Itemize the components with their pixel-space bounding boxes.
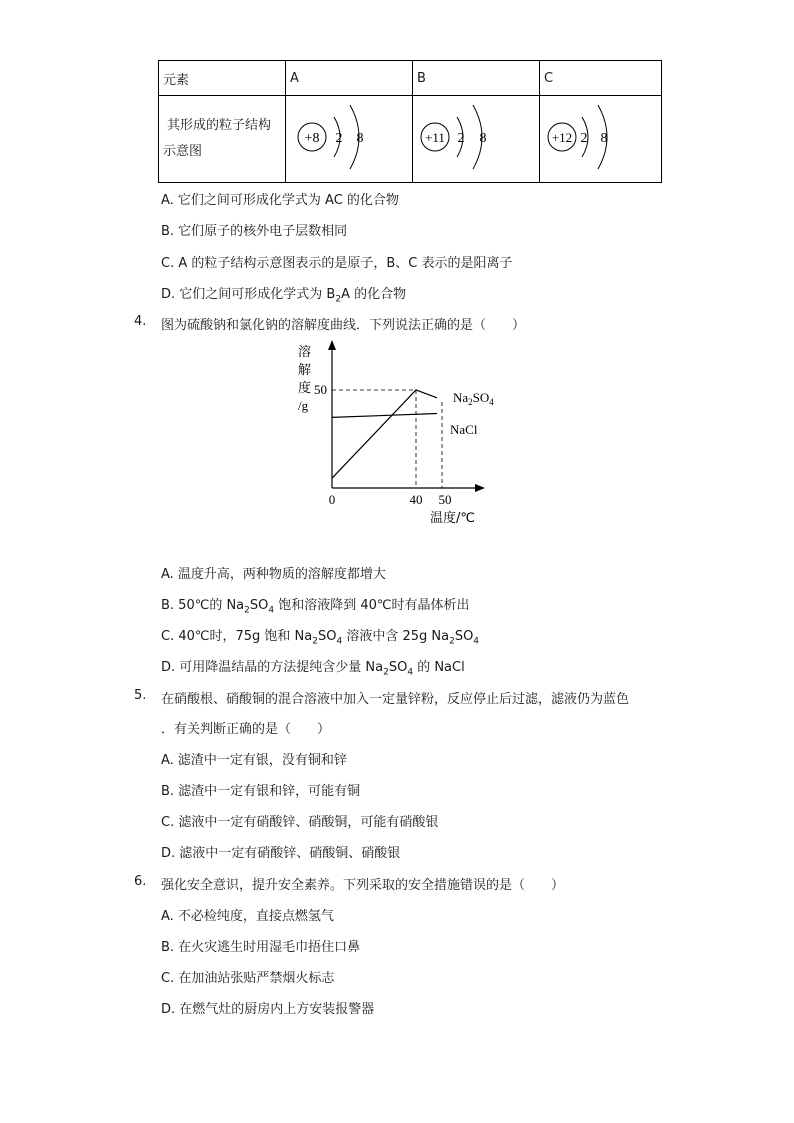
shell-electrons: 8: [600, 131, 608, 146]
text-run: C. 40℃时，75g 饱和 Na: [161, 629, 313, 644]
series-label-nacl: NaCl: [450, 422, 478, 437]
atom-structure-diagram-c: [544, 97, 654, 177]
text-run: 溶液中含 25g Na: [342, 629, 450, 644]
question-text: 强化安全意识，提升安全素养。下列采取的安全措施错误的是（ ）: [161, 878, 565, 893]
atom-cell-a: [286, 96, 413, 183]
solubility-chart: [290, 338, 520, 528]
q6-option-d: D. 在燃气灶的厨房内上方安装报警器: [161, 1002, 375, 1017]
subscript: 4: [407, 667, 414, 678]
x-axis-label: 温度/℃: [430, 511, 475, 526]
q3-option-c: C. A 的粒子结构示意图表示的是原子，B、C 表示的是阳离子: [161, 256, 513, 271]
table-header-cell: B: [413, 61, 540, 96]
y-axis-arrow: [328, 340, 336, 350]
subscript: 2: [244, 605, 250, 616]
shell-electrons: 2: [335, 131, 343, 146]
subscript: 2: [383, 667, 389, 678]
atom-structure-diagram-b: [417, 97, 527, 177]
atom-cell-c: [540, 96, 662, 183]
subscript: 4: [268, 605, 275, 616]
series-label-na2so4: [453, 390, 494, 407]
text-run: SO: [454, 629, 474, 644]
q5-option-a: A. 滤渣中一定有银，没有铜和锌: [161, 753, 347, 768]
q3-option-d: [161, 283, 406, 305]
q6-option-b: B. 在火灾逃生时用湿毛巾捂住口鼻: [161, 940, 361, 955]
text-run: 饱和溶液降到 40℃时有晶体析出: [274, 598, 470, 613]
subscript: 2: [312, 636, 318, 647]
q6-option-c: C. 在加油站张贴严禁烟火标志: [161, 971, 335, 986]
text-run: A 的化合物: [341, 287, 407, 302]
question-text: 图为硫酸钠和氯化钠的溶解度曲线．下列说法正确的是（ ）: [161, 318, 526, 333]
q4-option-c: [161, 625, 479, 647]
row-label-line: 其形成的粒子结构: [167, 118, 272, 133]
y-axis-label-char: /g: [298, 398, 309, 413]
q5-option-c: C. 滤液中一定有硝酸锌、硝酸铜，可能有硝酸银: [161, 815, 439, 830]
text-run: D. 可用降温结晶的方法提纯含少量 Na: [161, 660, 384, 675]
q5-option-b: B. 滤渣中一定有银和锌，可能有铜: [161, 784, 361, 799]
subscript: 2: [335, 294, 342, 305]
subscript: 2: [449, 636, 455, 647]
nacl-curve: [332, 414, 437, 418]
q6-option-a: A. 不必检纯度，直接点燃氢气: [161, 909, 334, 924]
table-body-row: [159, 96, 662, 183]
y-axis-label-char: 度: [298, 381, 312, 396]
y-axis-label-char: 溶: [298, 345, 312, 360]
q4-option-b: [161, 594, 470, 616]
atom-cell-b: [413, 96, 540, 183]
y-axis-label-char: 解: [298, 363, 312, 378]
q3-option-b: B. 它们原子的核外电子层数相同: [161, 224, 348, 239]
x-tick-label: 40: [409, 492, 423, 507]
text-run: SO: [249, 598, 269, 613]
text-run: SO: [388, 660, 408, 675]
question-text-line2: ．有关判断正确的是（ ）: [161, 722, 331, 737]
text-run: D. 它们之间可形成化学式为 B: [161, 287, 336, 302]
x-axis-arrow: [475, 484, 485, 492]
atom-structure-diagram-a: [290, 97, 400, 177]
q3-option-a: A. 它们之间可形成化学式为 AC 的化合物: [161, 193, 399, 208]
subscript: 2: [468, 397, 473, 407]
subscript: 4: [336, 636, 343, 647]
row-label: [159, 96, 286, 183]
table-header-cell: C: [540, 61, 662, 96]
text-run: Na: [453, 390, 469, 405]
subscript: 4: [489, 397, 494, 407]
shell-electrons: 8: [479, 131, 487, 146]
na2so4-curve: [332, 390, 437, 478]
subscript: 4: [473, 636, 480, 647]
element-table: [158, 60, 662, 183]
q5-option-d: D. 滤液中一定有硝酸锌、硝酸铜、硝酸银: [161, 846, 401, 861]
table-header-cell: 元素: [159, 61, 286, 96]
shell-electrons: 2: [457, 131, 465, 146]
text-run: 的 NaCl: [413, 660, 465, 675]
question-number: 4.: [134, 314, 147, 329]
nucleus-label: +12: [551, 130, 573, 145]
row-label-line: 示意图: [163, 144, 203, 159]
x-tick-label: 50: [438, 492, 452, 507]
table-header-cell: A: [286, 61, 413, 96]
text-run: SO: [472, 390, 490, 405]
y-tick-label: 50: [314, 382, 327, 397]
x-tick-label: 0: [328, 492, 336, 507]
shell-electrons: 2: [580, 131, 588, 146]
question-number: 5.: [134, 688, 147, 703]
text-run: SO: [317, 629, 337, 644]
q4-option-a: A. 温度升高，两种物质的溶解度都增大: [161, 567, 386, 582]
nucleus-label: +11: [425, 130, 445, 145]
text-run: B. 50℃的 Na: [161, 598, 245, 613]
nucleus-label: +8: [304, 131, 320, 146]
q4-option-d: [161, 656, 465, 678]
question-text-line1: 在硝酸根、硝酸铜的混合溶液中加入一定量锌粉，反应停止后过滤，滤液仍为蓝色: [161, 692, 630, 707]
table-header-row: [159, 61, 662, 96]
question-number: 6.: [134, 874, 147, 889]
shell-electrons: 8: [356, 131, 364, 146]
